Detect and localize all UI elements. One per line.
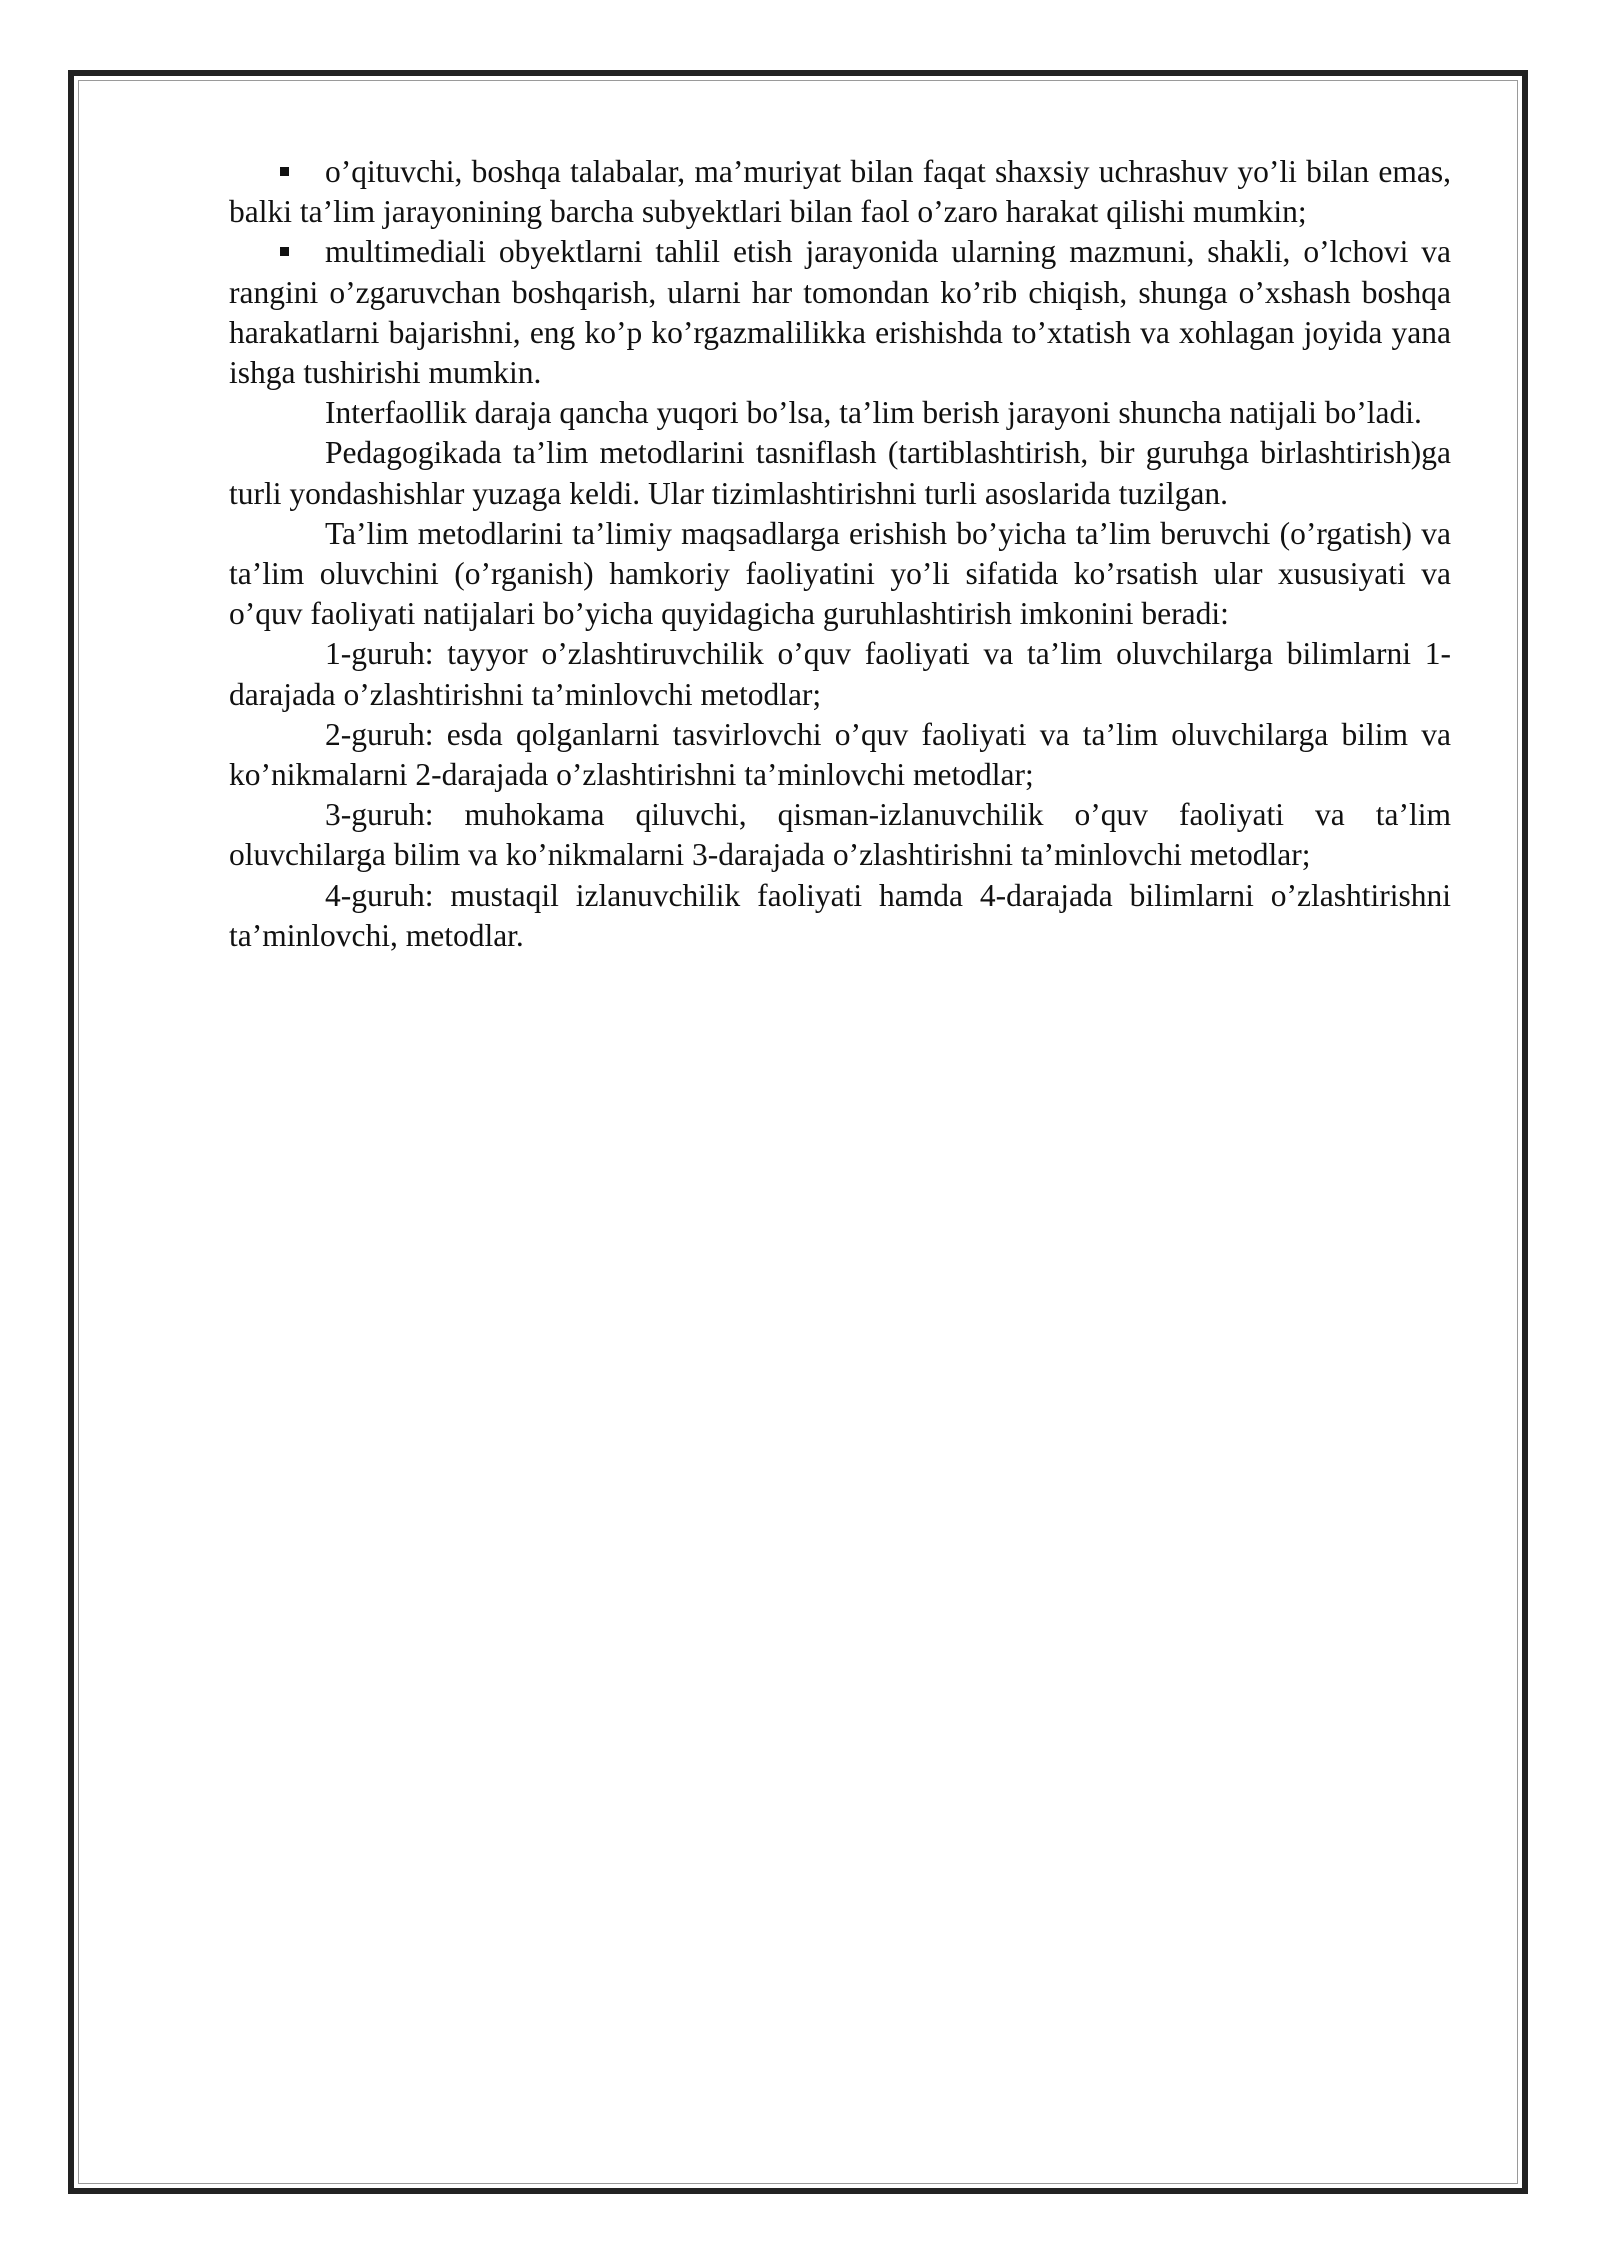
bullet-text: o’qituvchi, boshqa talabalar, ma’muriyat bilan faqat shaxsiy uchrashuv yo’li bilan emas, balki ta’lim jarayonining barcha subyektlari bilan faol o’zaro harakat qilishi mumkin;: [229, 154, 1451, 230]
bullet-item: [229, 232, 1451, 393]
square-bullet-icon: [280, 247, 289, 256]
paragraph: Interfaollik daraja qancha yuqori bo’lsa, ta’lim berish jarayoni shuncha natijali bo’ladi.: [325, 395, 1422, 431]
paragraph: Pedagogikada ta’lim metodlarini tasniflash (tartiblashtirish, bir guruhga birlashtirish)ga turli yondashishlar yuzaga keldi. Ular tizimlashtirishni turli asoslarida tuzilgan.: [229, 435, 1451, 511]
bullet-item: [229, 152, 1451, 232]
square-bullet-icon: [280, 167, 289, 176]
group-4-paragraph: 4-guruh: mustaqil izlanuvchilik faoliyati hamda 4-darajada bilimlarni o’zlashtirishni ta’minlovchi, metodlar.: [229, 877, 1451, 953]
group-3-paragraph: 3-guruh: muhokama qiluvchi, qisman-izlanuvchilik o’quv faoliyati va ta’lim oluvchilarga bilim va ko’nikmalarni 3-darajada o’zlashtirishni ta’minlovchi metodlar;: [229, 797, 1451, 873]
paragraph: Ta’lim metodlarini ta’limiy maqsadlarga erishish bo’yicha ta’lim beruvchi (o’rgatish) va ta’lim oluvchini (o’rganish) hamkoriy faoliyatini yo’li sifatida ko’rsatish ular xususiyati va o’quv faoliyati natijalari bo’yicha quyidagicha guruhlashtirish imkonini beradi:: [229, 515, 1451, 632]
group-2-paragraph: 2-guruh: esda qolganlarni tasvirlovchi o’quv faoliyati va ta’lim oluvchilarga bilim va ko’nikmalarni 2-darajada o’zlashtirishni ta’minlovchi metodlar;: [229, 716, 1451, 793]
group-1-paragraph: 1-guruh: tayyor o’zlashtiruvchilik o’quv faoliyati va ta’lim oluvchilarga bilimlarni 1-darajada o’zlashtirishni ta’minlovchi metodlar;: [229, 636, 1451, 712]
bullet-text: multimediali obyektlarni tahlil etish jarayonida ularning mazmuni, shakli, o’lchovi va rangini o’zgaruvchan boshqarish, ularni har tomondan ko’rib chiqish, shunga o’xshash boshqa harakatlarni bajarishni, eng ko’p ko’rgazmalilikka erishishda to’xtatish va xohlagan joyida yana ishga tushirishi mumkin.: [229, 234, 1451, 391]
document-body: [229, 152, 1451, 956]
